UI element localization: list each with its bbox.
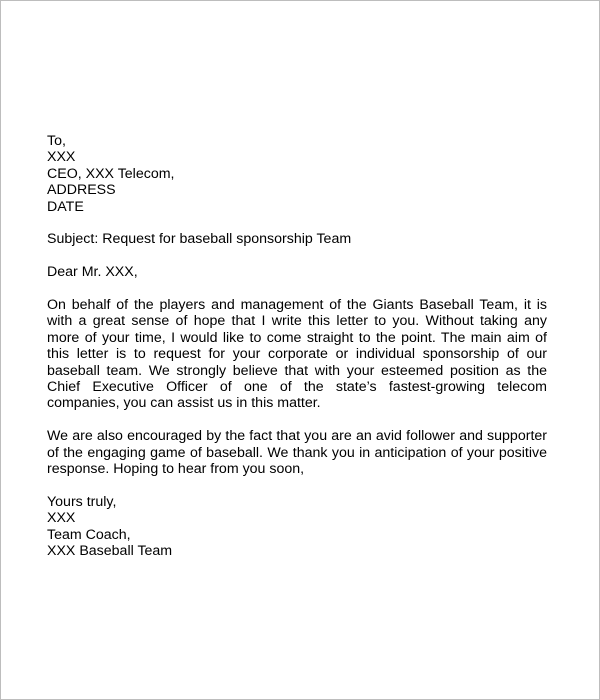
recipient-address-block <box>47 133 547 215</box>
letter-subject: Subject: Request for baseball sponsorship Team <box>47 231 352 248</box>
closing-valediction: Yours truly, <box>47 493 117 510</box>
spacer <box>47 281 547 297</box>
recipient-name: XXX <box>47 149 76 166</box>
letter-body <box>47 133 547 559</box>
body-paragraph-2: We are also encouraged by the fact that you are an avid follower and supporter of the engaging game of baseball. We thank you in anticipation of your positive response. Hoping to hear from you soon, <box>47 428 547 478</box>
spacer <box>47 477 547 493</box>
letter-date: DATE <box>47 198 84 215</box>
recipient-title: CEO, XXX Telecom, <box>47 165 175 182</box>
closing-block <box>47 494 547 560</box>
spacer <box>47 248 547 264</box>
sender-name: XXX <box>47 510 76 527</box>
spacer <box>47 412 547 428</box>
recipient-to-line: To, <box>47 133 66 149</box>
letter-salutation: Dear Mr. XXX, <box>47 264 138 281</box>
sender-title: Team Coach, <box>47 526 131 543</box>
body-paragraph-1: On behalf of the players and management of the Giants Baseball Team, it is with a great sense of hope that I write this letter to you. Without taking any more of your time, I would like to come straight to the point. The main aim of this letter is to request for your corporate or individual sponsorship of our baseball team. We strongly believe that with your esteemed position as the Chief Executive Officer of one of the state’s fastest-growing telecom companies, you can assist us in this matter. <box>47 297 547 412</box>
sender-team: XXX Baseball Team <box>47 543 173 560</box>
spacer <box>47 215 547 231</box>
recipient-address: ADDRESS <box>47 182 116 199</box>
